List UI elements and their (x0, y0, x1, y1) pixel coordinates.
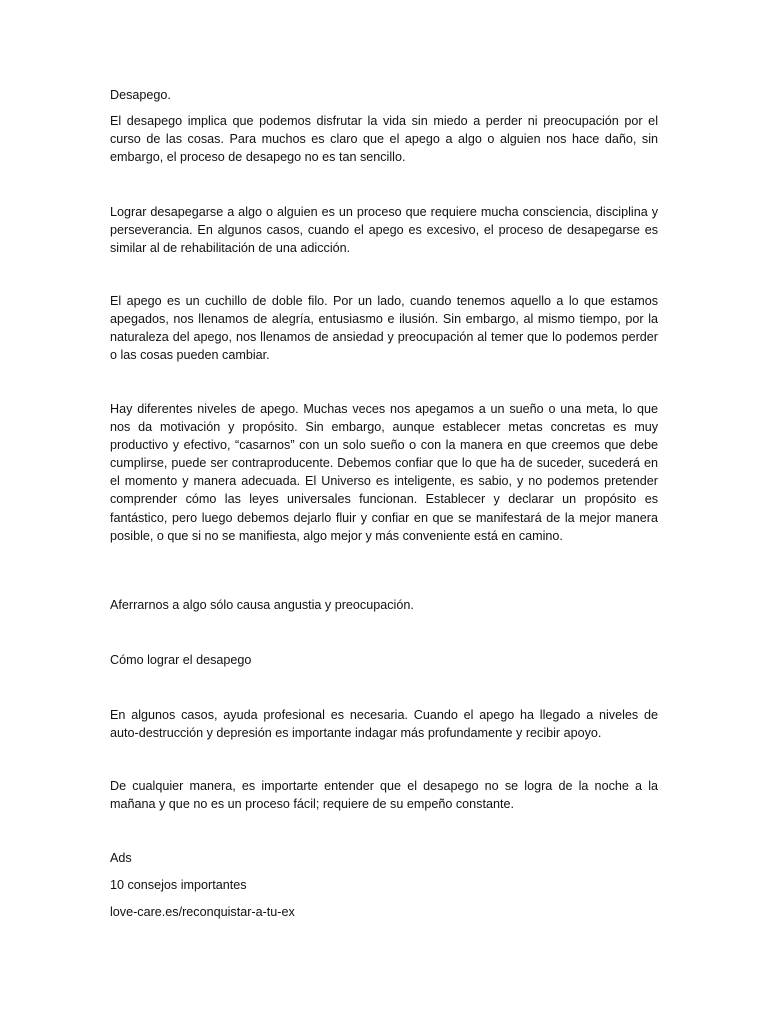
ad-url-link[interactable]: love-care.es/reconquistar-a-tu-ex (110, 905, 295, 919)
paragraph-1: El desapego implica que podemos disfrutar la vida sin miedo a perder ni preocupación por el curso de las cosas. Para muchos es claro que el apego a algo o alguien nos hace daño, sin embargo, el proceso de desapego no es tan sencillo. (110, 114, 658, 165)
section-subheading: Cómo lograr el desapego (110, 653, 252, 667)
paragraph-7: De cualquier manera, es importarte entender que el desapego no se logra de la noche a la mañana y que no es un proceso fácil; requiere de su empeño constante. (110, 779, 658, 812)
ads-label: Ads (110, 851, 132, 865)
paragraph-3: El apego es un cuchillo de doble filo. Por un lado, cuando tenemos aquello a lo que estamos apegados, nos llenamos de alegría, entusiasmo e ilusión. Sin embargo, al mismo tiempo, por la naturaleza del apego, nos llenamos de ansiedad y preocupación al temer que lo podemos perder o las cosas pueden cambiar. (110, 294, 658, 363)
ad-headline[interactable]: 10 consejos importantes (110, 878, 247, 892)
paragraph-6: En algunos casos, ayuda profesional es necesaria. Cuando el apego ha llegado a niveles de auto-destrucción y depresión es importante indagar más profundamente y recibir apoyo. (110, 708, 658, 741)
paragraph-5: Aferrarnos a algo sólo causa angustia y preocupación. (110, 598, 414, 612)
document-title: Desapego. (110, 88, 171, 102)
paragraph-4: Hay diferentes niveles de apego. Muchas veces nos apegamos a un sueño o una meta, lo que nos da motivación y propósito. Sin embargo, aunque establecer metas concretas es muy productivo y efectivo, “casarnos” con un solo sueño o con la manera en que creemos que debe cumplirse, puede ser contraproducente. Debemos confiar que lo que ha de suceder, sucederá en el momento y manera adecuada. El Universo es inteligente, es sabio, y no podemos pretender comprender cómo las leyes universales funcionan. Establecer y declarar un propósito es fantástico, pero luego debemos dejarlo fluir y confiar en que se manifestará de la mejor manera posible, o que si no se manifiesta, algo mejor y más conveniente está en camino. (110, 402, 658, 543)
paragraph-2: Lograr desapegarse a algo o alguien es un proceso que requiere mucha consciencia, disciplina y perseverancia. En algunos casos, cuando el apego es excesivo, el proceso de desapegarse es similar al de rehabilitación de una adicción. (110, 205, 658, 256)
